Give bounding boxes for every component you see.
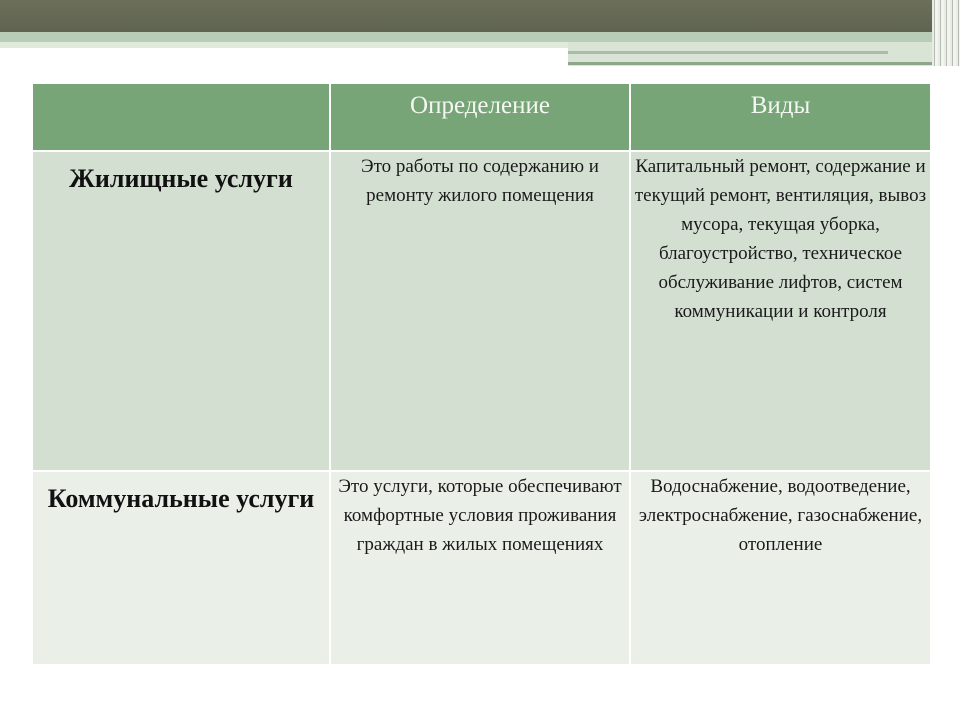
- row-label-utility-services: Коммунальные услуги: [32, 471, 330, 665]
- decorative-line: [568, 62, 942, 65]
- header-cell-definition: Определение: [330, 83, 630, 151]
- top-banner: [0, 0, 960, 32]
- cell-definition: Это услуги, которые обеспечивают комфортные условия проживания граждан в жилых помещениях: [330, 471, 630, 665]
- table-header-row: [32, 83, 931, 151]
- top-banner-pale-stripe: [0, 42, 570, 48]
- cell-types: Водоснабжение, водоотведение, электроснабжение, газоснабжение, отопление: [630, 471, 931, 665]
- row-label-housing-services: Жилищные услуги: [32, 151, 330, 471]
- services-table: [31, 82, 932, 666]
- top-banner-stripe: [0, 32, 960, 42]
- header-cell-empty: [32, 83, 330, 151]
- table-row: [32, 471, 931, 665]
- decorative-line: [568, 51, 888, 54]
- header-cell-types: Виды: [630, 83, 931, 151]
- table-row: [32, 151, 931, 471]
- cell-definition: Это работы по содержанию и ремонту жилого помещения: [330, 151, 630, 471]
- cell-types: Капитальный ремонт, содержание и текущий ремонт, вентиляция, вывоз мусора, текущая уборка, благоустройство, техническое обслуживание лифтов, систем коммуникации и контроля: [630, 151, 931, 471]
- edge-decoration: [932, 0, 960, 66]
